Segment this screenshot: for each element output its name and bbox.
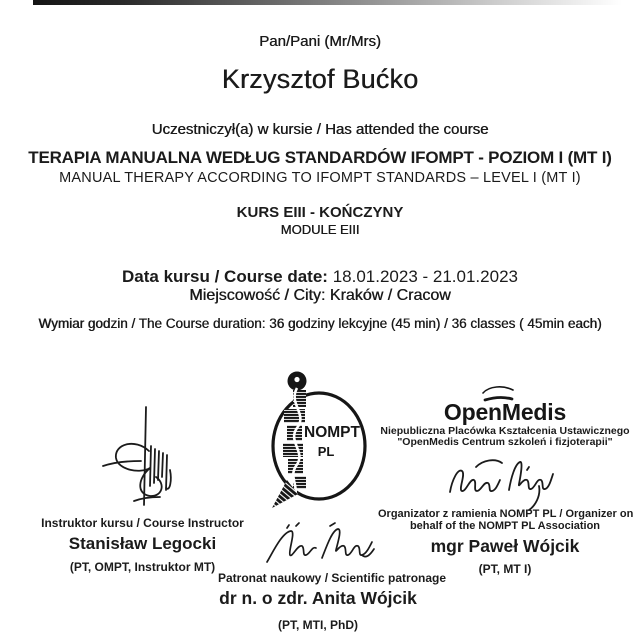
organizer-name: mgr Paweł Wójcik <box>430 536 580 556</box>
city-line: Miejscowość / City: Kraków / Cracow <box>189 287 451 304</box>
module-title-en: MODULE EIII <box>280 222 360 237</box>
course-title-pl: TERAPIA MANUALNA WEDŁUG STANDARDÓW IFOMPT - POZIOM I (MT I) <box>28 148 612 167</box>
duration-line: Wymiar godzin / The Course duration: 36 godziny lekcyjne (45 min) / 36 classes ( 45min each) <box>38 316 602 331</box>
openmedis-subtitle-2: "OpenMedis Centrum szkoleń i fizjoterapii" <box>397 436 613 448</box>
organizer-signature <box>443 450 558 512</box>
nompt-logo-text: NOMPT <box>304 424 360 441</box>
instructor-name: Stanisław Legocki <box>68 534 217 553</box>
patronage-credentials: (PT, MTI, PhD) <box>278 618 358 632</box>
organizer-block <box>378 0 634 640</box>
course-title-en: MANUAL THERAPY ACCORDING TO IFOMPT STANDARDS – LEVEL I (MT I) <box>59 170 581 186</box>
organizer-caption-line1: Organizator z ramienia NOMPT PL / Organizer on <box>378 508 634 520</box>
organizer-credentials: (PT, MT I) <box>478 562 532 576</box>
recipient-name: Krzysztof Bućko <box>221 64 419 94</box>
organizer-caption-line2: behalf of the NOMPT PL Association <box>409 520 601 532</box>
openmedis-subtitle-1: Niepubliczna Placówka Kształcenia Ustawicznego <box>380 425 630 437</box>
course-date-label: Data kursu / Course date: <box>122 267 328 286</box>
module-title-pl: KURS EIII - KOŃCZYNY <box>236 204 404 221</box>
openmedis-wordmark: OpenMedis <box>443 399 567 425</box>
instructor-block <box>40 0 245 640</box>
attended-line: Uczestniczył(a) w kursie / Has attended the course <box>151 121 489 138</box>
patronage-caption: Patronat naukowy / Scientific patronage <box>218 571 447 585</box>
salutation: Pan/Pani (Mr/Mrs) <box>259 33 381 50</box>
instructor-caption: Instruktor kursu / Course Instructor <box>41 516 244 530</box>
nompt-logo-subtext: PL <box>317 444 335 459</box>
course-date-value: 18.01.2023 - 21.01.2023 <box>332 267 518 286</box>
instructor-credentials: (PT, OMPT, Instruktor MT) <box>69 560 216 574</box>
patronage-name: dr n. o zdr. Anita Wójcik <box>219 588 417 608</box>
